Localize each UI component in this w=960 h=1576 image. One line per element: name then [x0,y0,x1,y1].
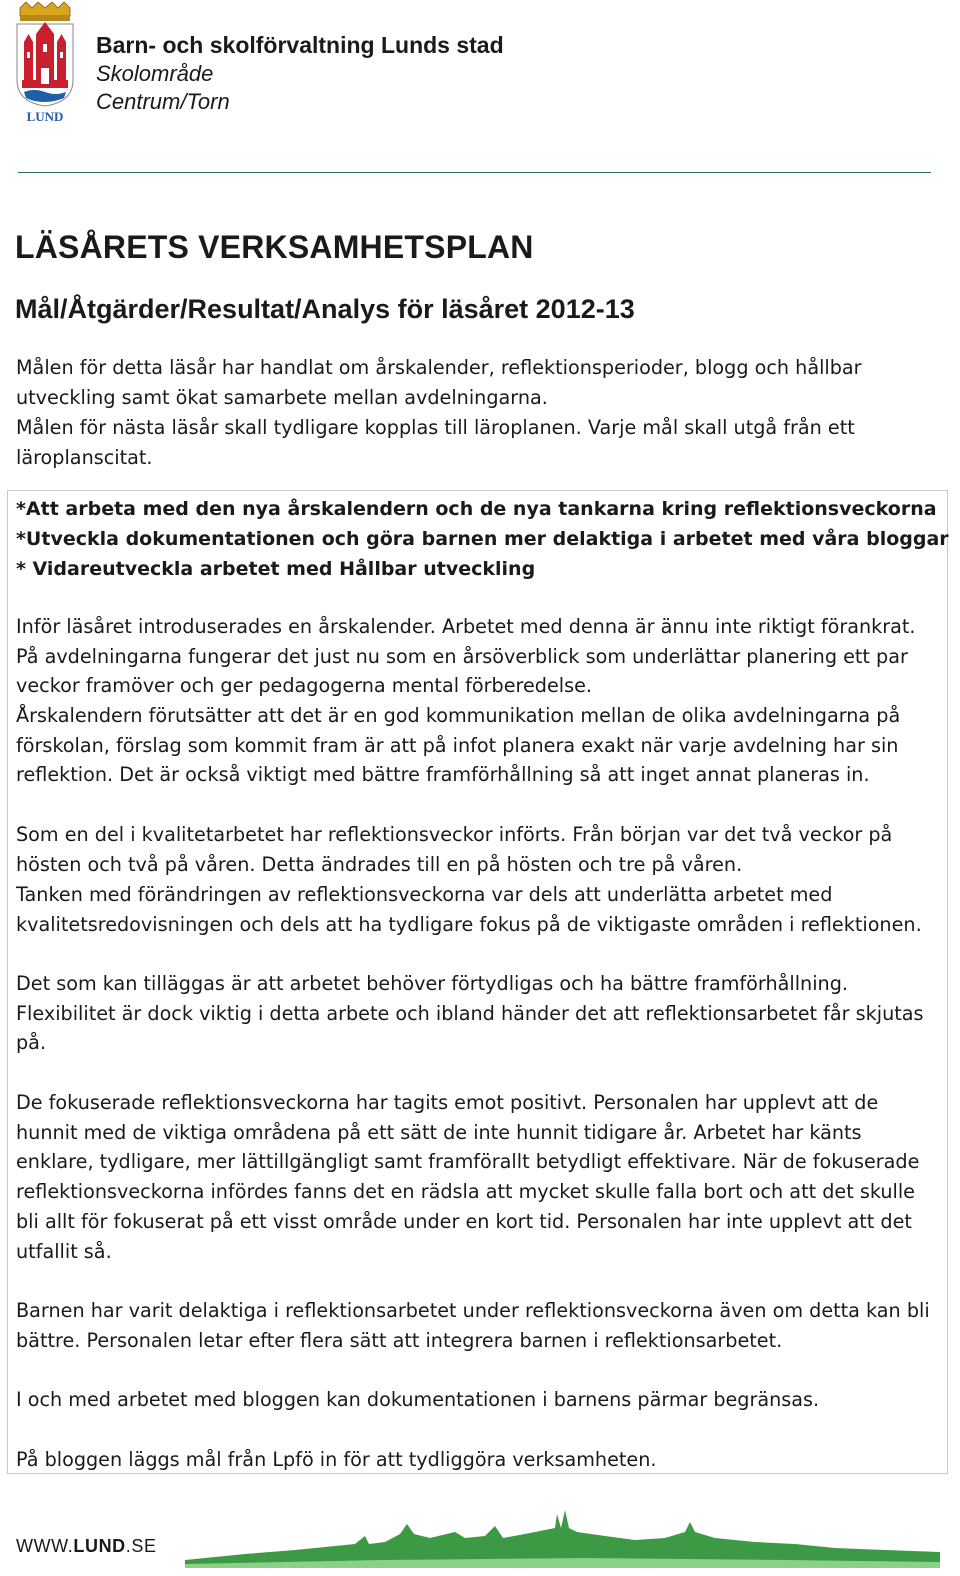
school-area-name: Centrum/Torn [96,89,230,114]
page-title: LÄSÅRETS VERKSAMHETSPLAN [15,229,534,265]
city-skyline-icon [185,1508,940,1568]
intro-paragraph: Målen för detta läsår har handlat om årskalender, reflektionsperioder, blogg och hållbar utveckling samt ökat samarbete mellan avdelningarna. [16,356,862,409]
intro-section [16,353,936,473]
svg-text:LUND: LUND [26,109,64,124]
organisation-name: Barn- och skolförvaltning Lunds stad [96,32,504,58]
body-paragraph: Barnen har varit delaktiga i reflektionsarbetet under reflektionsveckorna även om detta kan bli bättre. Personalen letar efter flera sätt att integrera barnen i reflektionsarbetet. [16,1299,930,1352]
body-paragraph: Tanken med förändringen av reflektionsveckorna var dels att underlätta arbetet med kvalitetsredovisningen och dels att ha tydligare fokus på de viktigaste områden i reflektionen. [16,883,922,936]
intro-paragraph: Målen för nästa läsår skall tydligare kopplas till läroplanen. Varje mål skall utgå från ett läroplanscitat. [16,416,855,469]
body-paragraph: Det som kan tilläggas är att arbetet behöver förtydligas och ha bättre framförhållning. Flexibilitet är dock viktig i detta arbete och ibland händer det att reflektionsarbetet får skjutas på. [16,972,924,1055]
goal-item: *Att arbeta med den nya årskalendern och de nya tankarna kring reflektionsveckorna [16,498,937,520]
goals-list [16,494,949,584]
page-subtitle: Mål/Åtgärder/Resultat/Analys för läsåret 2012-13 [15,294,635,324]
body-paragraph: I och med arbetet med bloggen kan dokumentationen i barnens pärmar begränsas. [16,1388,820,1411]
body-paragraph: Årskalendern förutsätter att det är en god kommunikation mellan de olika avdelningarna på förskolan, förslag som kommit fram är att på infot planera exakt när varje avdelning har sin reflektion. Det är också viktigt med bättre framförhållning så att inget annat planeras in. [16,704,901,787]
body-paragraph: Inför läsåret introduserades en årskalender. Arbetet med denna är ännu inte riktigt förankrat. På avdelningarna fungerar det just nu som en årsöverblick som underlättar planering ett par veckor framöver och ger pedagogerna mental förberedelse. [16,615,916,698]
header-divider [18,172,931,173]
goal-item: * Vidareutveckla arbetet med Hållbar utveckling [16,558,536,580]
body-paragraph: Som en del i kvalitetarbetet har reflektionsveckor införts. Från början var det två veckor på hösten och två på våren. Detta ändrades till en på hösten och tre på våren. [16,823,893,876]
lund-coat-of-arms-logo [14,2,76,124]
school-area-label: Skolområde [96,61,214,86]
goal-item: *Utveckla dokumentationen och göra barnen mer delaktiga i arbetet med våra bloggar [16,528,949,550]
body-paragraph: På bloggen läggs mål från Lpfö in för att tydliggöra verksamheten. [16,1448,657,1471]
body-paragraph: De fokuserade reflektionsveckorna har tagits emot positivt. Personalen har upplevt att de hunnit med de viktiga områdena på ett sätt de inte hunnit tidigare år. Arbetet har känts enklare, tydligare, mer lättillgängligt samt framförallt betydligt effektivare. När de fokuserade reflektionsveckorna infördes fanns det en rädsla att mycket skulle falla bort och att det skulle bli allt för fokuserat på ett visst område under en kort tid. Personalen har inte upplevt att det utfallit så. [16,1091,920,1263]
content-box [7,490,948,1474]
coat-of-arms-icon [14,2,76,124]
organisation-header [96,30,504,116]
footer-website-url: WWW.LUND.SE [16,1536,157,1556]
